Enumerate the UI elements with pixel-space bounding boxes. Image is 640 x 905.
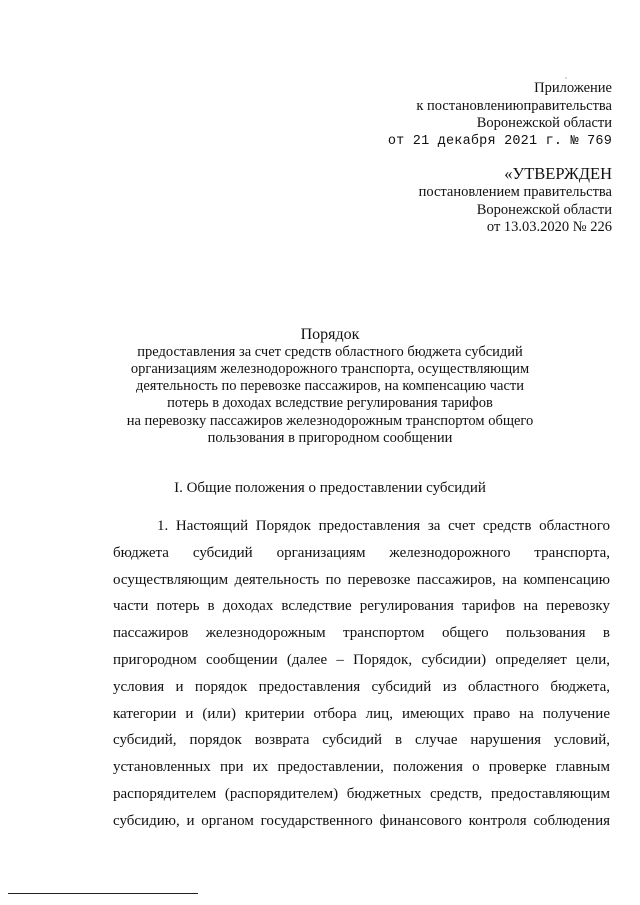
paragraph-line-text: пригородном сообщении (далее – Порядок, субсидии) определяет цели, bbox=[113, 651, 610, 668]
paragraph-line bbox=[113, 674, 610, 701]
paragraph-line-text: субсидий, порядок возврата субсидий в случае нарушения условий, bbox=[113, 732, 610, 749]
paragraph-line bbox=[113, 727, 610, 754]
paragraph-line bbox=[113, 781, 610, 808]
approval-line: от 13.03.2020 № 226 bbox=[486, 219, 612, 235]
paragraph-line bbox=[113, 593, 610, 620]
document-title-line: пользования в пригородном сообщении bbox=[207, 429, 453, 446]
scan-speck bbox=[565, 77, 567, 79]
paragraph-line bbox=[113, 647, 610, 674]
approval-stamp bbox=[419, 164, 612, 237]
document-title bbox=[60, 326, 600, 447]
paragraph-line-text: бюджета субсидий организациям железнодорожного транспорта, bbox=[113, 544, 610, 561]
paragraph-line-text: 1. Настоящий Порядок предоставления за счет средств областного bbox=[157, 518, 610, 534]
paragraph-line-text: категории и (или) критерии отбора лиц, имеющих право на получение bbox=[113, 705, 610, 722]
document-title-line: потерь в доходах вследствие регулирования тарифов bbox=[167, 395, 493, 412]
body-paragraph bbox=[113, 513, 610, 835]
paragraph-line-text: распорядителем (распорядителем) бюджетных средств, предоставляющим bbox=[113, 785, 610, 802]
paragraph-line bbox=[113, 620, 610, 647]
approval-line: Воронежской области bbox=[476, 201, 612, 218]
approval-title: «УТВЕРЖДЕН bbox=[504, 164, 612, 183]
footnote-separator bbox=[8, 893, 198, 894]
document-title-line: организациям железнодорожного транспорта, осуществляющим bbox=[130, 360, 530, 377]
paragraph-line-text: пассажиров железнодорожным транспортом общего пользования в bbox=[113, 625, 610, 642]
document-title-line: деятельность по перевозке пассажиров, на компенсацию части bbox=[135, 378, 525, 395]
section-heading: I. Общие положения о предоставлении субсидий bbox=[174, 480, 486, 496]
paragraph-line bbox=[113, 701, 610, 728]
paragraph-line bbox=[113, 513, 610, 540]
attachment-date-line: от 21 декабря 2021 г. № 769 bbox=[387, 133, 612, 149]
attachment-line: Воронежской области bbox=[476, 115, 612, 131]
attachment-header bbox=[388, 80, 612, 150]
paragraph-line-text: части потерь в доходах вследствие регулирования тарифов на перевозку bbox=[113, 598, 610, 615]
attachment-line: Приложение bbox=[534, 80, 612, 96]
paragraph-line bbox=[113, 754, 610, 781]
paragraph-line-text: осуществляющим деятельность по перевозке пассажиров, на компенсацию bbox=[113, 571, 610, 588]
paragraph-line bbox=[113, 567, 610, 594]
paragraph-line-text: установленных при их предоставлении, положения о проверке главным bbox=[113, 759, 610, 776]
approval-line: постановлением правительства bbox=[418, 184, 612, 200]
paragraph-line-text: субсидию, и органом государственного финансового контроля соблюдения bbox=[113, 812, 610, 829]
paragraph-line bbox=[113, 808, 610, 835]
document-title-line: предоставления за счет средств областного бюджета субсидий bbox=[137, 343, 523, 360]
document-title-line: на перевозку пассажиров железнодорожным транспортом общего bbox=[126, 412, 534, 429]
attachment-line: к постановлениюправительства bbox=[416, 97, 612, 114]
document-title-heading: Порядок bbox=[300, 326, 360, 343]
paragraph-line bbox=[113, 540, 610, 567]
paragraph-line-text: условия и порядок предоставления субсидий из областного бюджета, bbox=[113, 678, 610, 695]
